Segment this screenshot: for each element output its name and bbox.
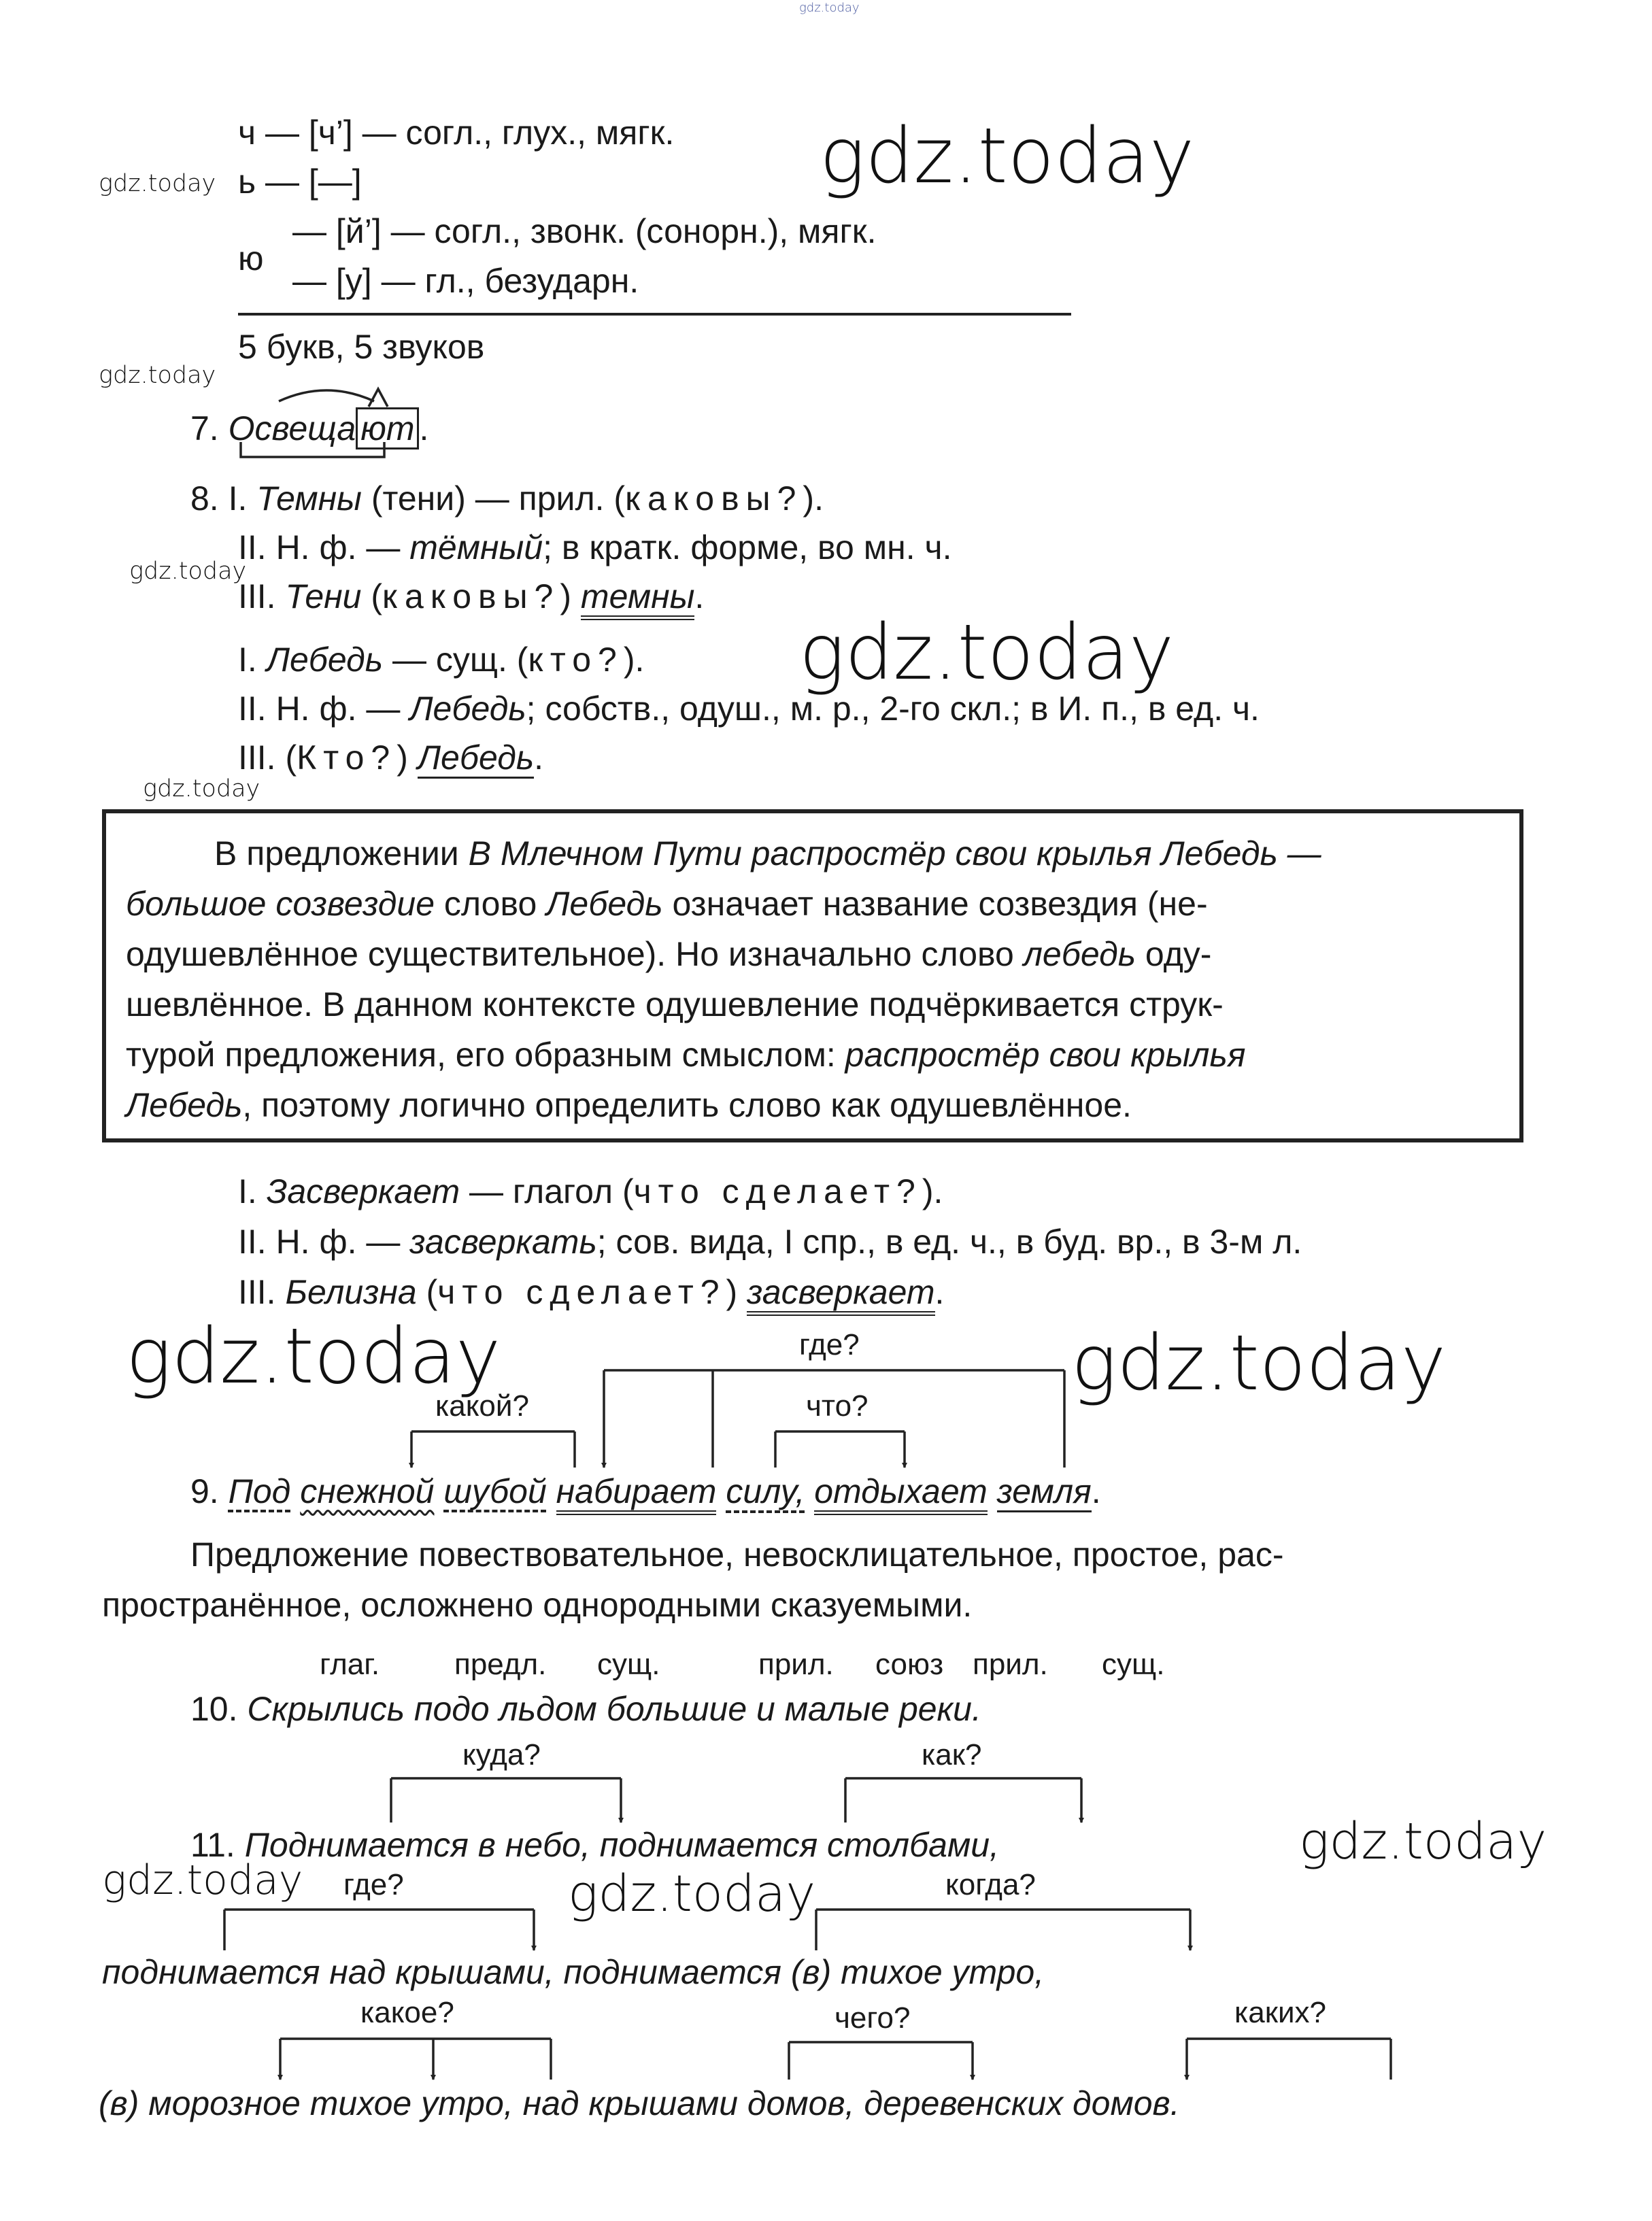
task-11-number: 11. [190, 1826, 235, 1864]
watermark: gdz.today [143, 775, 260, 802]
watermark: gdz.today [1071, 1319, 1447, 1408]
phonetic-line-yu-2: — [у] — гл., безударн. [292, 262, 639, 300]
q-kakih: каких? [1234, 1996, 1326, 2029]
dot: . [1091, 1472, 1101, 1510]
word-zemlya: земля [997, 1472, 1092, 1512]
dot: . [534, 739, 544, 777]
phonetic-line-ch: ч — [ч’] — согл., глух., мягк. [238, 114, 675, 152]
box-quote: Лебедь [546, 885, 663, 923]
box-text: , поэтому логично определить слово как одушевлённое. [242, 1086, 1132, 1124]
roman-ii: II. Н. ф. — [238, 528, 410, 566]
suffix-hat [369, 389, 388, 407]
box-quote: распростёр свои крылья [845, 1036, 1246, 1074]
word-lebed: Лебедь [266, 641, 384, 679]
box-quote: Лебедь [126, 1086, 243, 1124]
word-shuboy: шубой [443, 1472, 547, 1510]
q-where-9: где? [799, 1328, 860, 1361]
word-teni: Тени [285, 577, 362, 615]
word-stem: Освеща [228, 409, 356, 447]
root-arc [279, 390, 374, 401]
task-9-description-1: Предложение повествовательное, невосклицательное, простое, рас- [190, 1536, 1284, 1574]
box-quote: лебедь [1023, 935, 1136, 973]
word-pod: Под [228, 1472, 291, 1510]
task-7-number: 7. [190, 409, 219, 447]
task-9-description-2: пространённое, осложнено однородными сказуемыми. [102, 1586, 973, 1624]
roman-ii: II. Н. ф. — [238, 1223, 410, 1261]
morph-text: (тени) — прил. ( [361, 479, 626, 518]
q-kuda: куда? [462, 1738, 541, 1771]
watermark: gdz.today [568, 1865, 816, 1923]
task-10-number: 10. [190, 1690, 238, 1728]
word-otdyhaet: отдыхает [814, 1472, 987, 1515]
word-silu: силу, [726, 1472, 805, 1513]
roman-ii: II. Н. ф. — [238, 690, 410, 728]
pos-label: предл. [454, 1648, 547, 1681]
watermark: gdz.today [1299, 1812, 1547, 1871]
box-line-4: шевлённое. В данном контексте одушевление подчёркивается струк- [126, 985, 1224, 1023]
q-gde: где? [343, 1868, 404, 1901]
box-text: слово [435, 885, 547, 923]
q-which-9: какой? [435, 1389, 529, 1423]
q-what-9: что? [806, 1389, 869, 1423]
morph-text: — сущ. ( [383, 641, 528, 679]
paren-close: ) [560, 577, 581, 615]
morph-text: ; в кратк. форме, во мн. ч. [543, 528, 952, 566]
box-quote: большое созвездие [126, 885, 435, 923]
letters-sounds-count: 5 букв, 5 звуков [238, 328, 485, 366]
phonetic-line-yu-1: — [й’] — согл., звонк. (сонорн.), мягк. [292, 212, 877, 250]
question-word: кто? [528, 641, 624, 679]
dot: . [934, 1273, 945, 1311]
phonetic-letter-yu: ю [238, 239, 264, 277]
paren-open: ( [361, 577, 383, 615]
task-9-number: 9. [190, 1472, 219, 1510]
top-watermark: gdz.today [799, 1, 860, 15]
q-chego: чего? [835, 2001, 911, 2035]
dot: . [694, 577, 705, 615]
word-lebed-nf: Лебедь [409, 690, 526, 728]
box-text: одушевлённое существительное). Но изначально слово [126, 935, 1024, 973]
pos-label: глаг. [320, 1648, 380, 1681]
box-text: оду- [1136, 935, 1212, 973]
paren-open: ( [416, 1273, 438, 1311]
paren-close: ) [397, 739, 418, 777]
morph-text: ; сов. вида, I спр., в ед. ч., в буд. вр., в 3-м л. [596, 1223, 1302, 1261]
q-kakoe: какое? [360, 1996, 454, 2029]
task-11-line-2: поднимается над крышами, поднимается (в) тихое утро, [102, 1953, 1045, 1991]
word-belizna: Белизна [285, 1273, 417, 1311]
question-word: что сделает? [437, 1273, 726, 1311]
box-text: означает название созвездия (не- [662, 885, 1208, 923]
paren-close: ) [726, 1273, 747, 1311]
roman-i: 8. I. [190, 479, 257, 518]
watermark: gdz.today [126, 1312, 501, 1401]
morph-text-end: ). [623, 641, 645, 679]
watermark: gdz.today [799, 609, 1175, 697]
watermark: gdz.today [99, 170, 216, 197]
pos-label: прил. [758, 1648, 834, 1681]
watermark: gdz.today [99, 362, 216, 389]
morph-text-end: ). [922, 1172, 943, 1210]
pos-label: сущ. [1102, 1648, 1165, 1681]
pos-label: прил. [973, 1648, 1048, 1681]
morph-text-end: ). [803, 479, 824, 518]
phonetic-line-soft-sign: ь — [—] [238, 163, 362, 201]
morph-text: — глагол ( [460, 1172, 634, 1210]
roman-iii: III. [238, 577, 286, 615]
watermark: gdz.today [102, 1857, 303, 1904]
word-zasverkaet: Засверкает [266, 1172, 460, 1210]
word-snezhnoy: снежной [300, 1472, 435, 1510]
subject-lebed: Лебедь [418, 739, 534, 779]
q-kogda: когда? [945, 1868, 1036, 1901]
pos-label: сущ. [597, 1648, 660, 1681]
predicate-temny: темны [581, 577, 694, 620]
morph-text: ; собств., одуш., м. р., 2-го скл.; в И. п., в ед. ч. [526, 690, 1260, 728]
box-text: турой предложения, его образным смыслом: [126, 1036, 845, 1074]
watermark: gdz.today [820, 112, 1195, 201]
roman-i: I. [238, 1172, 267, 1210]
word-temny-nf: тёмный [409, 528, 543, 566]
task-10-text: Скрылись подо льдом большие и малые реки. [247, 1690, 981, 1728]
word-ending: ют [356, 407, 419, 450]
roman-i: I. [238, 641, 267, 679]
watermark: gdz.today [129, 558, 247, 585]
stem-bracket [241, 442, 384, 457]
word-temny: Темны [256, 479, 362, 518]
task-11-text-1: Поднимается в небо, поднимается столбами, [244, 1826, 999, 1864]
question-word: Кто? [297, 739, 397, 777]
question-word: каковы? [382, 577, 560, 615]
predicate-zasverkaet: засверкает [747, 1273, 934, 1316]
q-kak: как? [922, 1738, 982, 1771]
roman-iii: III. [238, 1273, 286, 1311]
question-word: что сделает? [633, 1172, 922, 1210]
question-word: каковы? [625, 479, 803, 518]
roman-iii: III. ( [238, 739, 297, 777]
word-zasverkat-nf: засверкать [409, 1223, 597, 1261]
task-7-dot: . [419, 409, 429, 447]
word-nabiraet: набирает [556, 1472, 717, 1515]
box-quote: В Млечном Пути распростёр свои крылья Лебедь — [468, 834, 1321, 872]
task-11-line-3: (в) морозное тихое утро, над крышами домов, деревенских домов. [99, 2084, 1180, 2122]
box-text: В предложении [214, 834, 469, 872]
pos-label: союз [875, 1648, 944, 1681]
